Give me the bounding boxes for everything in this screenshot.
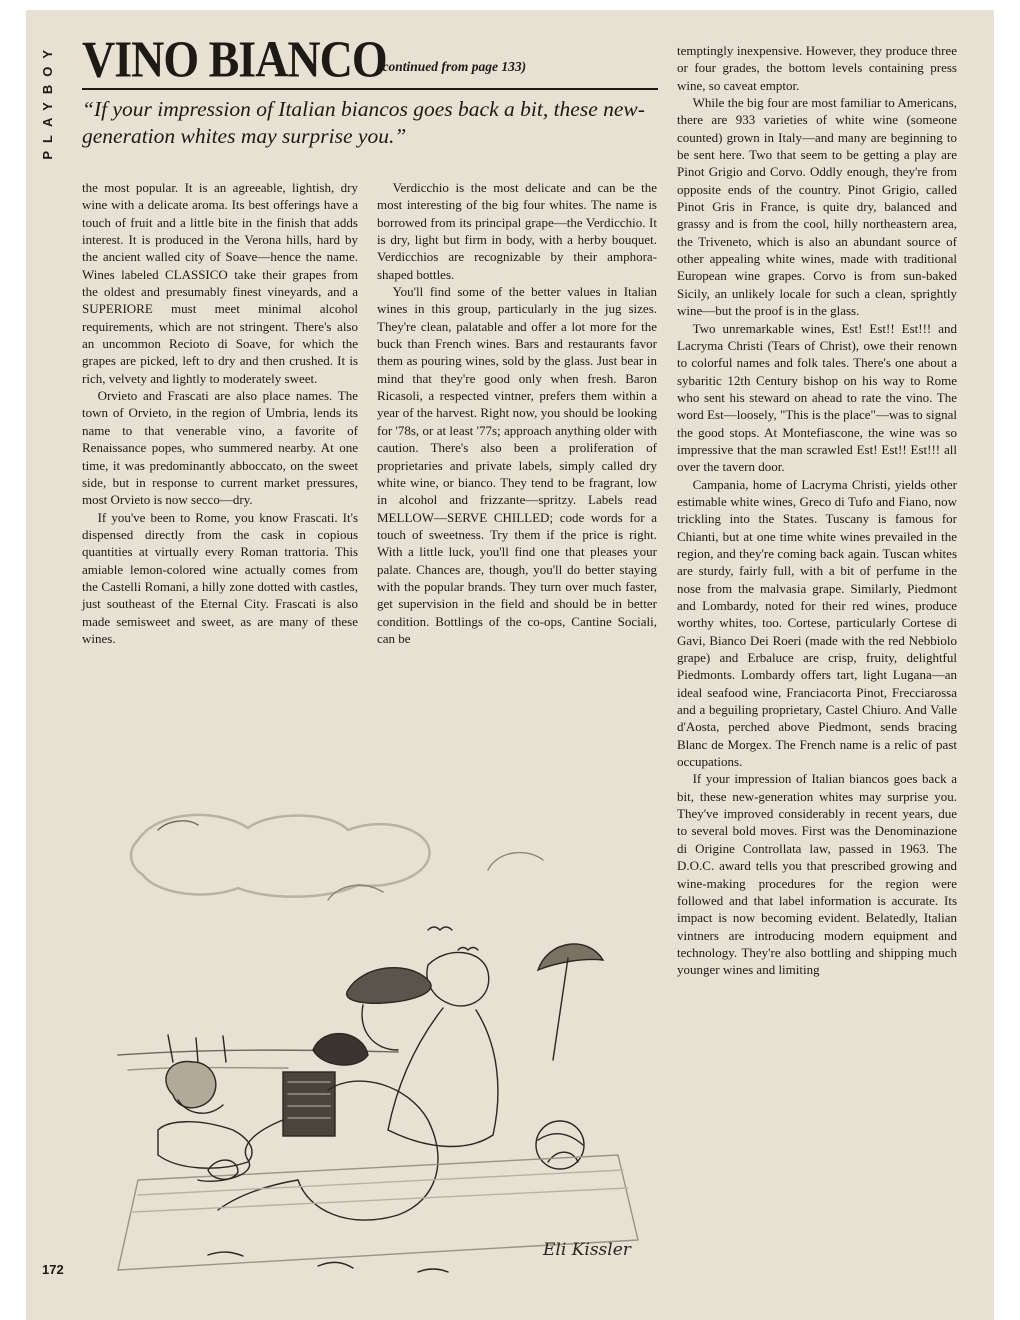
paragraph: the most popular. It is an agreeable, lightish, dry wine with a delicate aroma. Its best offerings have a touch of fruit and a little bite in the finish that adds interest. It is produced in the Verona hills, hard by the ancient walled city of Soave—hence the name. Wines labeled CLASSICO take their grapes from the oldest and presumably finest vineyards, and a SUPERIORE must meet minimal alcohol requirements, which are not stringent. There's also an uncommon Recioto di Soave, for which the grapes are picked, left to dry and then crushed. It is rich, velvety and lightly to moderately sweet. (82, 180, 358, 386)
paragraph: If your impression of Italian biancos goes back a bit, these new-generation whites may surprise you. They've improved considerably in recent years, due to several bold moves. First was the Denominazione di Origine Controllata law, passed in 1963. The D.O.C. award tells you that prescribed growing and wine-making procedures for the region were followed and that label information is accurate. Its impact is now becoming evident. Belatedly, Italian vintners are introducing modern equipment and technology. They're also bottling and shipping much younger wines and limiting (677, 771, 957, 978)
paragraph: If you've been to Rome, you know Frascati. It's dispensed directly from the cask in copious quantities at virtually every Roman trattoria. This amiable lemon-colored wine actually comes from the Castelli Romani, a hilly zone dotted with castles, just southeast of the Eternal City. Frascati is also made semisweet and sweet, as are many of these wines. (82, 509, 358, 646)
text-column-1 (82, 179, 358, 647)
paragraph: Campania, home of Lacryma Christi, yields other estimable white wines, Greco di Tufo and Fiano, now trickling into the States. Tuscany is famous for Chianti, but at one time white wines prevailed in the region, and they're coming back again. Tuscan whites are sturdy, fairly full, with a bit of perfume in the nose from the malvasia grape. Similarly, Piedmont and Lombardy, noted for their red wines, produce worthy whites, too. Cortese, particularly Cortese di Gavi, Bianco Dei Roeri (made with the red Nebbiolo grape) and Erbaluce are crisp, fruity, delightful Piedmonts. Lombardy offers tart, light Lugana—an ideal seafood wine, Franciacorta Pinot, Frecciarossa and a beguiling proprietary, Castel Chiuro. And Valle d'Aosta, perched above Piedmont, sends bracing Blanc de Morgex. The French name is a relic of past occupations. (677, 476, 957, 770)
beach-cartoon-illustration (98, 800, 658, 1280)
cartoonist-signature: Eli Kissler (543, 1240, 631, 1260)
pull-quote: “If your impression of Italian biancos goes back a bit, these new-generation whites may surprise you.” (82, 97, 645, 148)
paragraph: While the big four are most familiar to Americans, there are 933 varieties of white wine (someone counted) grown in Italy—and many are beginning to be sent here. Two that seem to be getting a play are Pinot Grigio and Corvo. Oddly enough, they're from opposite ends of the country. Pinot Grigio, called Pinot Gris in France, is quite dry, balanced and grassy and is from the cool, hilly northeastern area, the Triveneto, which is also an abundant source of other appealing white wines, made with traditional European wine grapes. Corvo is from sun-baked Sicily, an unlikely locale for such a clean, sprightly wine—but the proof is in the glass. (677, 95, 957, 319)
page-number: 172 (42, 1262, 64, 1277)
continued-note: (continued from page 133) (378, 59, 527, 74)
paragraph: You'll find some of the better values in Italian wines in this group, particularly in the jug sizes. They're clean, palatable and offer a lot more for the buck than French wines. Bars and restaurants favor them as pouring wines, sold by the glass. Just bear in mind that they're good only when fresh. Baron Ricasoli, a respected vintner, prefers them within a year of the harvest. Right now, you should be looking for '78s, or at least '77s; approach anything older with caution. There's also been a proliferation of proprietaries and private labels, simply called dry white wine, or bianco. They tend to be fragrant, low in alcohol and frizzante—spritzy. Labels read MELLOW—SERVE CHILLED; code words for a touch of sweetness. Try them if the price is right. With a little luck, you'll find one that pleases your palate. Chances are, though, you'll do better staying with the popular brands. They turn over much faster, get supervision in the field and should be in better condition. Bottlings of the co-ops, Cantine Sociali, can be (377, 284, 657, 646)
paragraph: temptingly inexpensive. However, they produce three or four grades, the bottom levels containing press wine, so caveat emptor. (677, 43, 957, 93)
text-column-2 (377, 179, 657, 647)
paragraph: Two unremarkable wines, Est! Est!! Est!!! and Lacryma Christi (Tears of Christ), owe their renown to colorful names and folk tales. There's one about a sybaritic 12th Century bishop on his way to Rome who sent his steward on ahead to rate the vino. The word Est—loosely, "This is the place"—was to signal the good stops. At Montefiascone, the wine was so impressive that the man scrawled Est! Est!! Est!!! all over the tavern door. (677, 320, 957, 475)
text-column-3 (677, 42, 957, 979)
paragraph: Verdicchio is the most delicate and can be the most interesting of the big four whites. The name is borrowed from its principal grape—the Verdicchio. It is dry, light but firm in body, with a herby bouquet. Verdicchios are recognizable by their amphora-shaped bottles. (377, 180, 657, 282)
article-title: VINO BIANCO (82, 30, 387, 88)
magazine-label: PLAYBOY (40, 42, 55, 160)
paragraph: Orvieto and Frascati are also place names. The town of Orvieto, in the region of Umbria, lends its name to that venerable vino, a favorite of Renaissance popes, who summered nearby. At one time, it was predominantly abboccato, on the sweet side, but in response to current market pressures, most Orvieto is now secco—dry. (82, 388, 358, 508)
title-rule (82, 88, 658, 90)
